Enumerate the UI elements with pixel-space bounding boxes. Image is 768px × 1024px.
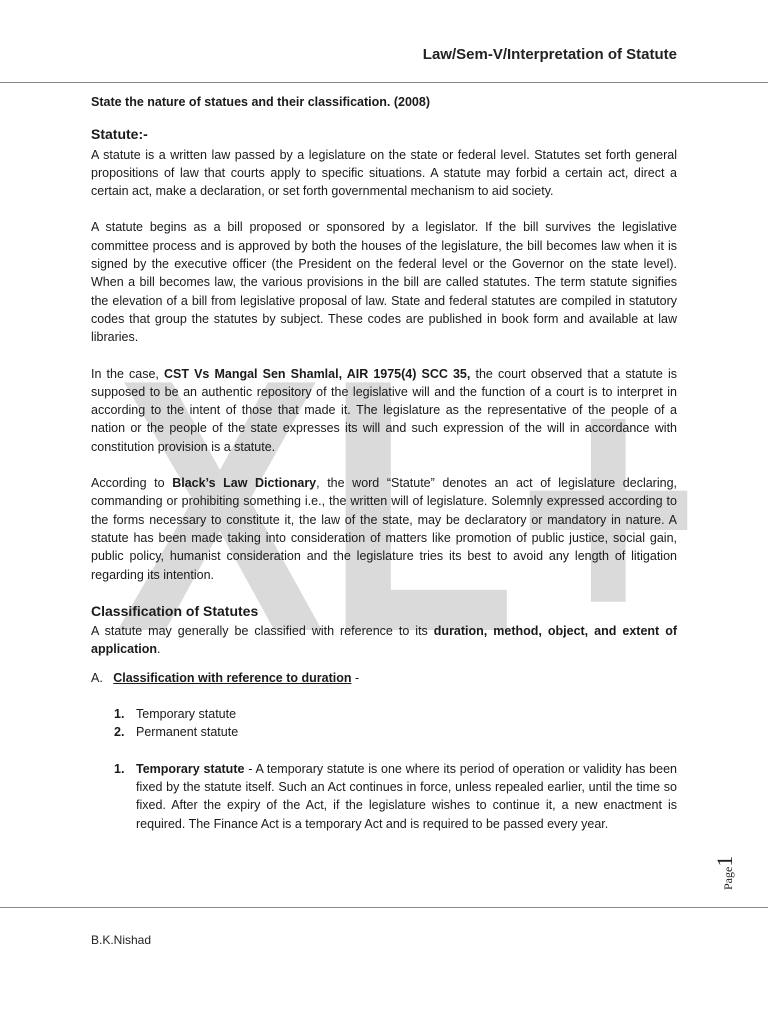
case-citation: CST Vs Mangal Sen Shamlal, AIR 1975(4) SCC 35,: [163, 366, 471, 381]
classification-intro-text: A statute may generally be classified with reference to its: [91, 624, 434, 639]
list-label: Temporary statute: [136, 707, 237, 722]
page-number: [712, 850, 752, 900]
subsection-title: Classification with reference to duration: [113, 670, 352, 685]
duration-list: [114, 705, 677, 742]
document-body: [91, 93, 677, 833]
list-item: [114, 705, 677, 723]
subsection-letter: A.: [91, 670, 103, 685]
definition-text: [136, 760, 677, 833]
paragraph-bill-process: A statute begins as a bill proposed or sponsored by a legislator. If the bill survives the legislative committee process and is approved by both the houses of the legislature, the bill becomes law when it is signed by the executive officer (the President on the federal level or the Governor on the state level). When a bill becomes law, the various provisions in the bill are called statutes. The term statute signifies the elevation of a bill from legislative proposal of law. State and federal statutes are compiled in statutory codes that group the statutes by subject. These codes are published in book form and available at law libraries.: [91, 220, 677, 345]
classification-criteria: duration, method, object, and extent of application: [91, 624, 677, 657]
list-number: 2.: [114, 725, 125, 740]
definition-number: 1.: [114, 761, 125, 776]
paragraph-definition: A statute is a written law passed by a legislature on the state or federal level. Statutes set forth general propositions of law that courts apply to specific situations. A statute may forbid a certain act, direct a certain act, make a declaration, or set forth governmental mechanism to aid society.: [91, 147, 677, 199]
blacks-body: , the word “Statute” denotes an act of legislature declaring, commanding or prohibiting something i.e., the written will of legislature. Solemnly expressed according to the forms necessary to constitute it, the law of the state, may be declaratory or mandatory in nature. A statute has been made taking into consideration of matters like promotion of public justice, social gain, public policy, humanist consideration and the legislature tries its best to avoid any length of litigation regarding its intention.: [91, 476, 677, 582]
statute-heading: Statute:-: [91, 126, 148, 143]
question-heading: State the nature of statues and their classification. (2008): [91, 95, 430, 109]
page-digit: 1: [712, 855, 737, 867]
blacks-title: Black’s Law Dictionary: [172, 476, 317, 491]
case-body: the court observed that a statute is supposed to be an authentic repository of the legislative will and the function of a court is to interpret in according to the intent of those that made it. The legislature as the representative of the people of a nation or the people of the state expresses its will and such expression of the will in accordance with constitution provision is a statute.: [91, 366, 677, 454]
definition-term: Temporary statute: [136, 761, 245, 776]
classification-heading: Classification of Statutes: [91, 602, 259, 619]
paragraph-blacks-law: [91, 474, 677, 584]
page-number-rotated: [712, 856, 738, 890]
footer-author: B.K.Nishad: [91, 933, 152, 947]
header-title: Law/Sem-V/Interpretation of Statute: [422, 46, 677, 63]
definition-body: - A temporary statute is one where its period of operation or validity has been fixed by the statute itself. Such an Act continues in force, unless repealed earlier, until the time so fixed. After the expiry of the Act, if the legislature wishes to continue it, a new enactment is required. The Finance Act is a temporary Act and is required to be passed every year.: [136, 761, 677, 831]
list-label: Permanent statute: [136, 725, 239, 740]
header-divider: [0, 82, 768, 83]
watermark-text: XL+: [115, 330, 700, 650]
subsection-suffix: -: [351, 670, 360, 685]
blacks-intro: According to: [91, 476, 173, 491]
list-number: 1.: [114, 707, 125, 722]
list-item: [114, 723, 677, 741]
page-label: Page: [721, 866, 735, 890]
classification-intro-end: .: [156, 642, 161, 657]
temporary-statute-definition: [114, 760, 677, 833]
paragraph-case-law: [91, 365, 677, 456]
classification-intro: [91, 622, 677, 659]
case-intro: In the case,: [91, 366, 164, 381]
footer-divider: [0, 907, 768, 908]
subsection-duration: [91, 669, 677, 687]
